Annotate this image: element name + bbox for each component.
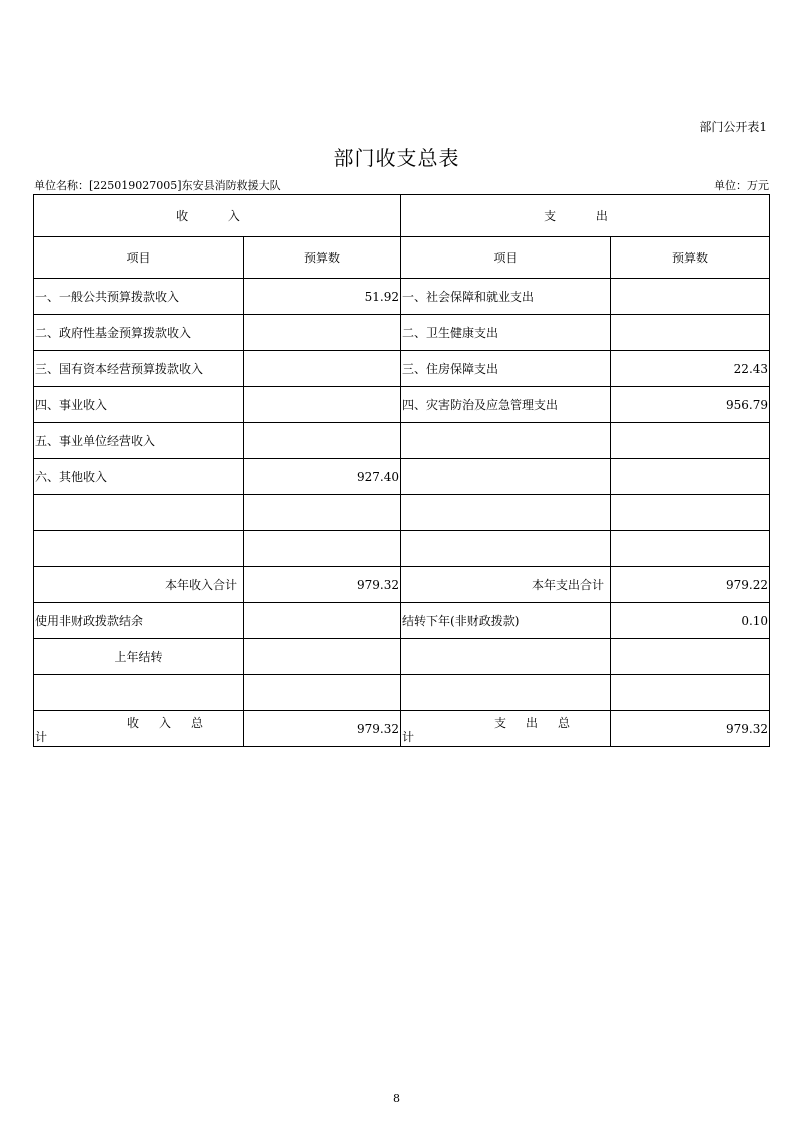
income-subtotal-label: 本年收入合计 [34,567,244,603]
income-item-header: 项目 [34,237,244,279]
page-number: 8 [393,1092,400,1105]
income-carry-value [244,639,401,675]
expense-item: 一、社会保障和就业支出 [401,279,611,315]
table-row [34,315,770,351]
table-header-row [34,195,770,237]
carry-row [34,639,770,675]
expense-total-label-main: 支出总 [494,716,591,730]
income-value: 51.92 [244,279,401,315]
income-item [34,531,244,567]
expense-value: 956.79 [611,387,770,423]
table-row [34,531,770,567]
income-value [244,315,401,351]
form-code-label: 部门公开表1 [699,120,767,134]
expense-item [401,459,611,495]
expense-balance-label: 结转下年(非财政拨款) [401,603,611,639]
income-value [244,531,401,567]
income-subtotal-value: 979.32 [244,567,401,603]
expense-total-value: 979.32 [611,711,770,747]
empty-cell [244,675,401,711]
expense-value [611,531,770,567]
income-value [244,387,401,423]
expense-item: 二、卫生健康支出 [401,315,611,351]
income-item: 三、国有资本经营预算拨款收入 [34,351,244,387]
income-carry-label: 上年结转 [34,639,244,675]
income-total-label-wrap: 计 [35,730,48,744]
expense-total-label-wrap: 计 [402,730,415,744]
expense-value [611,459,770,495]
expense-item: 三、住房保障支出 [401,351,611,387]
income-item: 六、其他收入 [34,459,244,495]
income-value [244,423,401,459]
empty-cell [401,675,611,711]
expense-item [401,495,611,531]
expense-subtotal-value: 979.22 [611,567,770,603]
unit-name: 单位名称：[225019027005]东安县消防救援大队 [34,179,281,192]
income-item: 四、事业收入 [34,387,244,423]
subtotal-row [34,567,770,603]
expense-carry-value [611,639,770,675]
income-item: 一、一般公共预算拨款收入 [34,279,244,315]
table-subheader-row [34,237,770,279]
unit-info-row [34,177,769,193]
expense-item [401,531,611,567]
balance-row [34,603,770,639]
expense-item-header: 项目 [401,237,611,279]
budget-summary-table [33,194,770,747]
expense-item: 四、灾害防治及应急管理支出 [401,387,611,423]
table-row [34,675,770,711]
income-item [34,495,244,531]
empty-cell [34,675,244,711]
income-value: 927.40 [244,459,401,495]
income-value [244,495,401,531]
table-row [34,423,770,459]
income-value [244,351,401,387]
income-item: 五、事业单位经营收入 [34,423,244,459]
table-row [34,279,770,315]
expense-header: 支 出 [401,195,770,237]
income-total-label [34,711,244,747]
income-total-value: 979.32 [244,711,401,747]
income-balance-label: 使用非财政拨款结余 [34,603,244,639]
expense-total-label [401,711,611,747]
expense-subtotal-label: 本年支出合计 [401,567,611,603]
expense-value [611,495,770,531]
expense-budget-header: 预算数 [611,237,770,279]
expense-carry-label [401,639,611,675]
income-item: 二、政府性基金预算拨款收入 [34,315,244,351]
income-header: 收 入 [34,195,401,237]
table-row [34,387,770,423]
expense-balance-value: 0.10 [611,603,770,639]
income-budget-header: 预算数 [244,237,401,279]
expense-item [401,423,611,459]
page-title: 部门收支总表 [333,146,460,170]
expense-value [611,315,770,351]
table-row [34,351,770,387]
unit-measure: 单位：万元 [714,179,769,192]
expense-value [611,279,770,315]
expense-value: 22.43 [611,351,770,387]
expense-value [611,423,770,459]
total-row [34,711,770,747]
income-total-label-main: 收入总 [126,716,223,730]
empty-cell [611,675,770,711]
income-balance-value [244,603,401,639]
table-row [34,459,770,495]
table-row [34,495,770,531]
